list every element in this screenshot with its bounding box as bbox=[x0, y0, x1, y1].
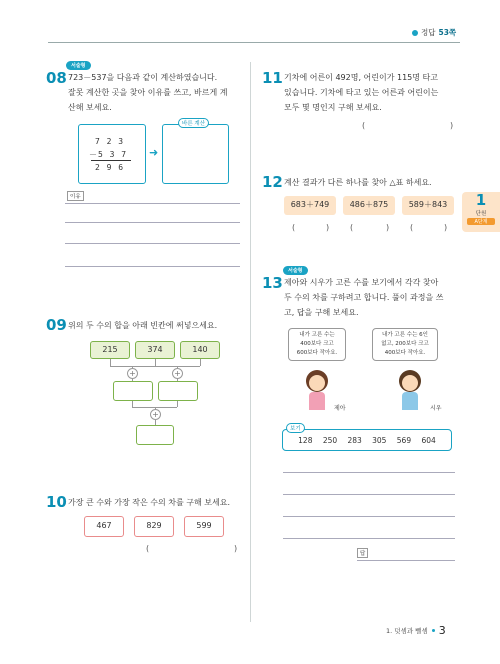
sum-input-box[interactable] bbox=[158, 381, 198, 401]
name-jea: 제아 bbox=[334, 405, 346, 412]
choice-number: 283 bbox=[347, 435, 362, 445]
answer-paren-open[interactable]: ( bbox=[362, 121, 366, 130]
answer-line[interactable] bbox=[283, 472, 455, 473]
question-12-text: 계산 결과가 다른 하나를 찾아 △표 하세요. bbox=[284, 178, 432, 187]
answer-page: 53쪽 bbox=[438, 28, 457, 37]
question-10-text: 가장 큰 수와 가장 작은 수의 차를 구해 보세요. bbox=[68, 498, 230, 507]
answer-line[interactable] bbox=[65, 266, 240, 267]
question-13-text: 제아와 시우가 고른 수를 보기에서 각각 찾아 두 수의 차를 구하려고 합니다. 풀이 과정을 쓰 고, 답을 구해 보세요. bbox=[284, 278, 444, 317]
answer-line[interactable] bbox=[283, 494, 455, 495]
page-number: 3 bbox=[438, 624, 446, 637]
expression-card[interactable]: 683＋749 bbox=[284, 196, 336, 215]
girl-character-image bbox=[300, 370, 334, 412]
choice-number: 128 bbox=[298, 435, 313, 445]
answer-line[interactable] bbox=[283, 538, 455, 539]
answer-paren-close[interactable]: ) bbox=[386, 223, 390, 232]
choice-number: 604 bbox=[421, 435, 436, 445]
correct-calculation-label: 바른 계산 bbox=[178, 118, 209, 128]
expression-card[interactable]: 486＋875 bbox=[343, 196, 395, 215]
calc-line-3: 2 9 6 bbox=[95, 163, 125, 172]
final-answer-line[interactable] bbox=[357, 560, 455, 561]
expression-card[interactable]: 589＋843 bbox=[402, 196, 454, 215]
answer-paren-close[interactable]: ) bbox=[444, 223, 448, 232]
top-rule bbox=[48, 42, 460, 43]
calc-line-1: 7 2 3 bbox=[95, 137, 125, 146]
name-siu: 시우 bbox=[430, 405, 442, 412]
answer-paren-open[interactable]: ( bbox=[146, 544, 150, 553]
answer-paren-open[interactable]: ( bbox=[350, 223, 354, 232]
reason-label: 이유 bbox=[67, 191, 84, 201]
answer-line[interactable] bbox=[65, 203, 240, 204]
question-number-9: 09 bbox=[46, 316, 67, 334]
bullet-icon bbox=[432, 629, 435, 632]
answer-line[interactable] bbox=[65, 222, 240, 223]
unit-side-tab bbox=[462, 192, 500, 232]
correct-calculation-box[interactable] bbox=[162, 124, 229, 184]
number-box: 215 bbox=[90, 341, 130, 359]
question-number-12: 12 bbox=[262, 173, 283, 191]
plus-icon: + bbox=[150, 409, 161, 420]
stage-label: A단계 bbox=[467, 218, 495, 225]
final-answer-label: 답 bbox=[357, 548, 368, 558]
answer-reference bbox=[412, 27, 456, 38]
question-8-text: 723－537을 다음과 같이 계산하였습니다. 잘못 계산한 곳을 찾아 이유를 쓰고, 바르게 계 산해 보세요. bbox=[68, 73, 228, 112]
unit-label: 단원 bbox=[475, 211, 487, 217]
question-11-text: 기차에 어른이 492명, 어린이가 115명 타고 있습니다. 기차에 타고 있는 어른과 어린이는 모두 몇 명인지 구해 보세요. bbox=[284, 73, 439, 112]
essay-tag: 서술형 bbox=[283, 266, 308, 275]
plus-icon: + bbox=[172, 368, 183, 379]
calc-line-2: －5 3 7 bbox=[89, 150, 128, 159]
answer-paren-close[interactable]: ) bbox=[234, 544, 238, 553]
column-divider bbox=[250, 62, 251, 622]
speech-bubble-jea: 내가 고른 수는 400보다 크고 600보다 작아요. bbox=[288, 328, 346, 361]
choice-number: 250 bbox=[322, 435, 338, 445]
unit-number: 1 bbox=[475, 191, 487, 209]
arrow-right-icon: ➜ bbox=[149, 146, 159, 159]
choice-number: 305 bbox=[372, 435, 387, 445]
question-number-13: 13 bbox=[262, 274, 283, 292]
number-card: 599 bbox=[184, 516, 224, 537]
answer-label: 정답 bbox=[421, 28, 436, 37]
sum-input-box[interactable] bbox=[113, 381, 153, 401]
answer-paren-close[interactable]: ) bbox=[326, 223, 330, 232]
speech-bubble-siu: 내가 고른 수는 6인 없고, 200보다 크고 400보다 작아요. bbox=[372, 328, 438, 361]
number-card: 829 bbox=[134, 516, 174, 537]
bullet-icon bbox=[412, 30, 418, 36]
boy-character-image bbox=[393, 370, 427, 412]
question-9-text: 위의 두 수의 합을 아래 빈칸에 써넣으세요. bbox=[68, 321, 218, 330]
choice-box-label: 보기 bbox=[286, 423, 305, 433]
page-footer bbox=[386, 624, 446, 637]
answer-paren-close[interactable]: ) bbox=[450, 121, 454, 130]
choice-number: 569 bbox=[396, 435, 412, 445]
chapter-title: 1. 덧셈과 뺄셈 bbox=[386, 627, 428, 635]
question-number-11: 11 bbox=[262, 69, 283, 87]
answer-line[interactable] bbox=[65, 243, 240, 244]
number-box: 140 bbox=[180, 341, 220, 359]
question-number-10: 10 bbox=[46, 493, 67, 511]
number-card: 467 bbox=[84, 516, 124, 537]
question-number-8: 08 bbox=[46, 69, 67, 87]
wrong-calculation-box bbox=[78, 124, 146, 184]
essay-tag: 서술형 bbox=[66, 61, 91, 70]
answer-paren-open[interactable]: ( bbox=[292, 223, 296, 232]
answer-line[interactable] bbox=[283, 516, 455, 517]
choice-box bbox=[282, 429, 452, 451]
sum-input-box[interactable] bbox=[136, 425, 174, 445]
answer-paren-open[interactable]: ( bbox=[410, 223, 414, 232]
plus-icon: + bbox=[127, 368, 138, 379]
number-box: 374 bbox=[135, 341, 175, 359]
